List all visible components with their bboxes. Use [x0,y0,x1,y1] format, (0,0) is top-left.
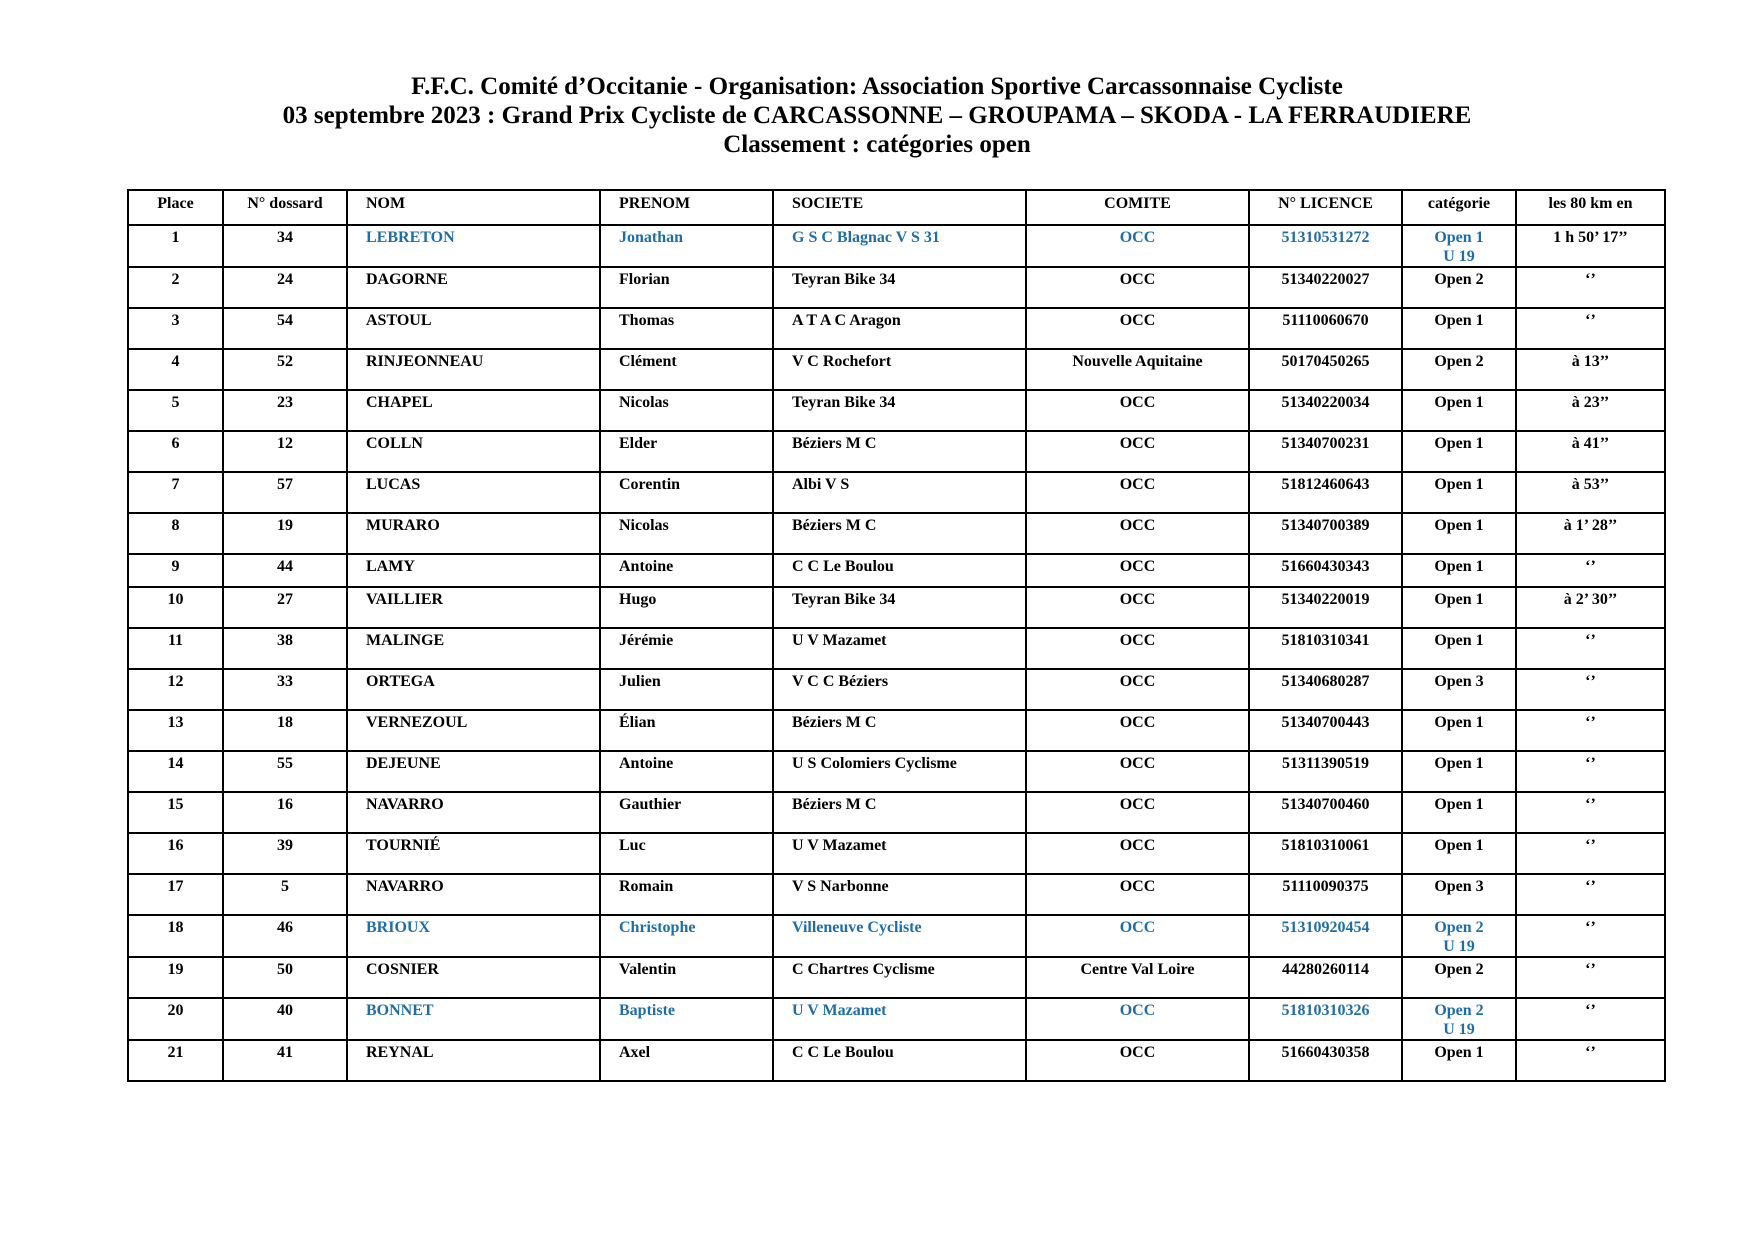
cell-prenom: Axel [600,1040,773,1081]
categorie-primary: Open 1 [1434,476,1484,493]
table-row [128,628,1665,669]
table-row [128,669,1665,710]
cell-societe: Albi V S [773,472,1026,513]
table-row [128,751,1665,792]
cell-nom: NAVARRO [347,874,600,915]
cell-temps: ‘’ [1516,669,1665,710]
cell-dossard: 24 [223,267,347,308]
table-row [128,308,1665,349]
cell-nom: COSNIER [347,957,600,998]
cell-dossard: 39 [223,833,347,874]
cell-dossard: 27 [223,587,347,628]
cell-licence: 51340220027 [1249,267,1402,308]
cell-categorie [1402,587,1516,628]
cell-prenom: Hugo [600,587,773,628]
cell-licence: 51340220019 [1249,587,1402,628]
cell-temps: à 13’’ [1516,349,1665,390]
cell-comite: OCC [1026,390,1249,431]
categorie-primary: Open 3 [1434,878,1484,895]
cell-licence: 51660430343 [1249,554,1402,587]
table-row [128,833,1665,874]
cell-comite: OCC [1026,513,1249,554]
cell-societe: Teyran Bike 34 [773,587,1026,628]
cell-nom: VAILLIER [347,587,600,628]
col-header-dossard: N° dossard [223,190,347,225]
cell-categorie [1402,390,1516,431]
cell-place: 2 [128,267,223,308]
cell-temps: ‘’ [1516,915,1665,957]
cell-place: 15 [128,792,223,833]
cell-comite: OCC [1026,308,1249,349]
cell-place: 9 [128,554,223,587]
categorie-primary: Open 1 [1434,517,1484,534]
col-header-nom: NOM [347,190,600,225]
col-header-licence: N° LICENCE [1249,190,1402,225]
cell-societe: V C Rochefort [773,349,1026,390]
table-row [128,390,1665,431]
table-row [128,915,1665,957]
cell-prenom: Gauthier [600,792,773,833]
cell-temps: à 41’’ [1516,431,1665,472]
cell-licence: 50170450265 [1249,349,1402,390]
cell-place: 14 [128,751,223,792]
cell-dossard: 12 [223,431,347,472]
cell-comite: OCC [1026,710,1249,751]
cell-comite: OCC [1026,628,1249,669]
cell-dossard: 44 [223,554,347,587]
cell-nom: ORTEGA [347,669,600,710]
categorie-primary: Open 1 [1434,591,1484,608]
cell-comite: Nouvelle Aquitaine [1026,349,1249,390]
cell-nom: ASTOUL [347,308,600,349]
cell-prenom: Corentin [600,472,773,513]
categorie-primary: Open 1 [1434,796,1484,813]
cell-dossard: 57 [223,472,347,513]
cell-societe: Béziers M C [773,513,1026,554]
cell-comite: OCC [1026,998,1249,1040]
cell-dossard: 38 [223,628,347,669]
cell-licence: 51340220034 [1249,390,1402,431]
table-row [128,349,1665,390]
table-row [128,587,1665,628]
cell-temps: ‘’ [1516,751,1665,792]
cell-prenom: Florian [600,267,773,308]
cell-prenom: Baptiste [600,998,773,1040]
table-row [128,792,1665,833]
cell-nom: MALINGE [347,628,600,669]
categorie-primary: Open 1 [1434,755,1484,772]
categorie-primary: Open 2 [1434,919,1484,936]
cell-nom: BRIOUX [347,915,600,957]
cell-prenom: Nicolas [600,513,773,554]
cell-place: 21 [128,1040,223,1081]
cell-categorie [1402,915,1516,957]
results-table [127,189,1666,1082]
cell-societe: Béziers M C [773,710,1026,751]
categorie-primary: Open 1 [1434,1044,1484,1061]
cell-categorie [1402,431,1516,472]
cell-nom: MURARO [347,513,600,554]
cell-temps: ‘’ [1516,792,1665,833]
col-header-categorie: catégorie [1402,190,1516,225]
cell-dossard: 41 [223,1040,347,1081]
cell-place: 13 [128,710,223,751]
cell-categorie [1402,874,1516,915]
cell-temps: à 2’ 30’’ [1516,587,1665,628]
cell-place: 20 [128,998,223,1040]
cell-prenom: Antoine [600,751,773,792]
cell-prenom: Antoine [600,554,773,587]
cell-licence: 51660430358 [1249,1040,1402,1081]
col-header-prenom: PRENOM [600,190,773,225]
table-header-row [128,190,1665,225]
cell-comite: OCC [1026,431,1249,472]
cell-comite: OCC [1026,225,1249,267]
cell-prenom: Christophe [600,915,773,957]
cell-prenom: Julien [600,669,773,710]
cell-licence: 51311390519 [1249,751,1402,792]
cell-prenom: Elder [600,431,773,472]
cell-licence: 51810310326 [1249,998,1402,1040]
cell-societe: Teyran Bike 34 [773,267,1026,308]
categorie-primary: Open 1 [1434,312,1484,329]
cell-licence: 51340700443 [1249,710,1402,751]
cell-dossard: 50 [223,957,347,998]
cell-comite: OCC [1026,874,1249,915]
cell-licence: 51810310341 [1249,628,1402,669]
cell-categorie [1402,751,1516,792]
cell-categorie [1402,998,1516,1040]
table-row [128,957,1665,998]
categorie-primary: Open 2 [1434,961,1484,978]
table-row [128,998,1665,1040]
document-header [0,72,1754,159]
cell-comite: OCC [1026,472,1249,513]
col-header-societe: SOCIETE [773,190,1026,225]
table-row [128,431,1665,472]
cell-licence: 51340680287 [1249,669,1402,710]
cell-place: 16 [128,833,223,874]
col-header-temps: les 80 km en [1516,190,1665,225]
cell-comite: OCC [1026,915,1249,957]
cell-categorie [1402,308,1516,349]
cell-place: 18 [128,915,223,957]
cell-comite: OCC [1026,751,1249,792]
cell-dossard: 54 [223,308,347,349]
cell-place: 6 [128,431,223,472]
cell-nom: BONNET [347,998,600,1040]
cell-societe: U S Colomiers Cyclisme [773,751,1026,792]
cell-licence: 51310920454 [1249,915,1402,957]
cell-dossard: 5 [223,874,347,915]
cell-comite: OCC [1026,554,1249,587]
cell-categorie [1402,225,1516,267]
cell-comite: OCC [1026,792,1249,833]
cell-place: 5 [128,390,223,431]
cell-place: 4 [128,349,223,390]
table-row [128,1040,1665,1081]
cell-prenom: Luc [600,833,773,874]
table-row [128,225,1665,267]
cell-categorie [1402,957,1516,998]
cell-licence: 44280260114 [1249,957,1402,998]
cell-prenom: Élian [600,710,773,751]
cell-temps: ‘’ [1516,710,1665,751]
table-row [128,267,1665,308]
col-header-comite: COMITE [1026,190,1249,225]
cell-licence: 51340700389 [1249,513,1402,554]
table-row [128,554,1665,587]
cell-comite: OCC [1026,1040,1249,1081]
cell-dossard: 34 [223,225,347,267]
categorie-primary: Open 3 [1434,673,1484,690]
categorie-primary: Open 1 [1434,837,1484,854]
cell-categorie [1402,349,1516,390]
cell-nom: RINJEONNEAU [347,349,600,390]
categorie-primary: Open 1 [1434,558,1484,575]
table-row [128,513,1665,554]
cell-categorie [1402,267,1516,308]
cell-temps: ‘’ [1516,1040,1665,1081]
cell-temps: ‘’ [1516,628,1665,669]
cell-dossard: 52 [223,349,347,390]
cell-licence: 51110090375 [1249,874,1402,915]
cell-place: 7 [128,472,223,513]
cell-societe: Béziers M C [773,792,1026,833]
cell-licence: 51310531272 [1249,225,1402,267]
cell-licence: 51110060670 [1249,308,1402,349]
categorie-primary: Open 1 [1434,714,1484,731]
cell-categorie [1402,1040,1516,1081]
cell-societe: Béziers M C [773,431,1026,472]
cell-societe: V C C Béziers [773,669,1026,710]
cell-place: 11 [128,628,223,669]
cell-place: 3 [128,308,223,349]
cell-temps: 1 h 50’ 17’’ [1516,225,1665,267]
cell-nom: DAGORNE [347,267,600,308]
cell-societe: V S Narbonne [773,874,1026,915]
categorie-primary: Open 1 [1434,435,1484,452]
categorie-primary: Open 1 [1434,632,1484,649]
cell-nom: NAVARRO [347,792,600,833]
cell-licence: 51812460643 [1249,472,1402,513]
cell-temps: à 1’ 28’’ [1516,513,1665,554]
cell-nom: LUCAS [347,472,600,513]
cell-categorie [1402,792,1516,833]
cell-nom: LAMY [347,554,600,587]
categorie-primary: Open 2 [1434,271,1484,288]
results-body [128,225,1665,1081]
cell-categorie [1402,710,1516,751]
cell-dossard: 19 [223,513,347,554]
categorie-primary: Open 1 [1434,394,1484,411]
cell-licence: 51340700231 [1249,431,1402,472]
cell-prenom: Nicolas [600,390,773,431]
cell-temps: ‘’ [1516,267,1665,308]
cell-prenom: Jonathan [600,225,773,267]
cell-nom: COLLN [347,431,600,472]
cell-comite: OCC [1026,587,1249,628]
cell-temps: ‘’ [1516,874,1665,915]
cell-categorie [1402,628,1516,669]
cell-temps: ‘’ [1516,308,1665,349]
cell-nom: REYNAL [347,1040,600,1081]
cell-licence: 51340700460 [1249,792,1402,833]
cell-categorie [1402,833,1516,874]
cell-place: 17 [128,874,223,915]
cell-societe: C C Le Boulou [773,1040,1026,1081]
cell-societe: G S C Blagnac V S 31 [773,225,1026,267]
cell-societe: C C Le Boulou [773,554,1026,587]
cell-place: 8 [128,513,223,554]
cell-temps: à 53’’ [1516,472,1665,513]
cell-societe: U V Mazamet [773,998,1026,1040]
cell-prenom: Thomas [600,308,773,349]
cell-prenom: Clément [600,349,773,390]
cell-temps: à 23’’ [1516,390,1665,431]
cell-nom: CHAPEL [347,390,600,431]
cell-prenom: Jérémie [600,628,773,669]
cell-dossard: 46 [223,915,347,957]
cell-dossard: 40 [223,998,347,1040]
cell-dossard: 16 [223,792,347,833]
cell-societe: U V Mazamet [773,833,1026,874]
categorie-secondary: U 19 [1443,248,1475,265]
cell-temps: ‘’ [1516,554,1665,587]
cell-dossard: 23 [223,390,347,431]
categorie-secondary: U 19 [1443,1021,1475,1038]
categorie-primary: Open 2 [1434,353,1484,370]
header-line-classement: Classement : catégories open [723,131,1031,158]
cell-nom: DEJEUNE [347,751,600,792]
header-line-organisation: F.F.C. Comité d’Occitanie - Organisation: Association Sportive Carcassonnaise Cycliste [411,73,1343,100]
cell-place: 19 [128,957,223,998]
cell-temps: ‘’ [1516,998,1665,1040]
cell-categorie [1402,669,1516,710]
cell-nom: LEBRETON [347,225,600,267]
cell-prenom: Romain [600,874,773,915]
cell-nom: VERNEZOUL [347,710,600,751]
cell-place: 10 [128,587,223,628]
cell-nom: TOURNIÉ [347,833,600,874]
categorie-primary: Open 1 [1434,229,1484,246]
cell-dossard: 33 [223,669,347,710]
cell-comite: OCC [1026,267,1249,308]
cell-categorie [1402,472,1516,513]
table-row [128,874,1665,915]
cell-comite: OCC [1026,833,1249,874]
cell-place: 1 [128,225,223,267]
cell-societe: A T A C Aragon [773,308,1026,349]
cell-comite: Centre Val Loire [1026,957,1249,998]
cell-societe: Villeneuve Cycliste [773,915,1026,957]
header-line-event: 03 septembre 2023 : Grand Prix Cycliste de CARCASSONNE – GROUPAMA – SKODA - LA FERRAUDIERE [282,102,1472,129]
cell-dossard: 55 [223,751,347,792]
cell-categorie [1402,554,1516,587]
cell-societe: U V Mazamet [773,628,1026,669]
cell-temps: ‘’ [1516,957,1665,998]
col-header-place: Place [128,190,223,225]
cell-temps: ‘’ [1516,833,1665,874]
cell-categorie [1402,513,1516,554]
cell-place: 12 [128,669,223,710]
cell-societe: Teyran Bike 34 [773,390,1026,431]
cell-dossard: 18 [223,710,347,751]
table-row [128,710,1665,751]
cell-licence: 51810310061 [1249,833,1402,874]
cell-prenom: Valentin [600,957,773,998]
categorie-secondary: U 19 [1443,938,1475,955]
cell-comite: OCC [1026,669,1249,710]
cell-societe: C Chartres Cyclisme [773,957,1026,998]
categorie-primary: Open 2 [1434,1002,1484,1019]
table-row [128,472,1665,513]
